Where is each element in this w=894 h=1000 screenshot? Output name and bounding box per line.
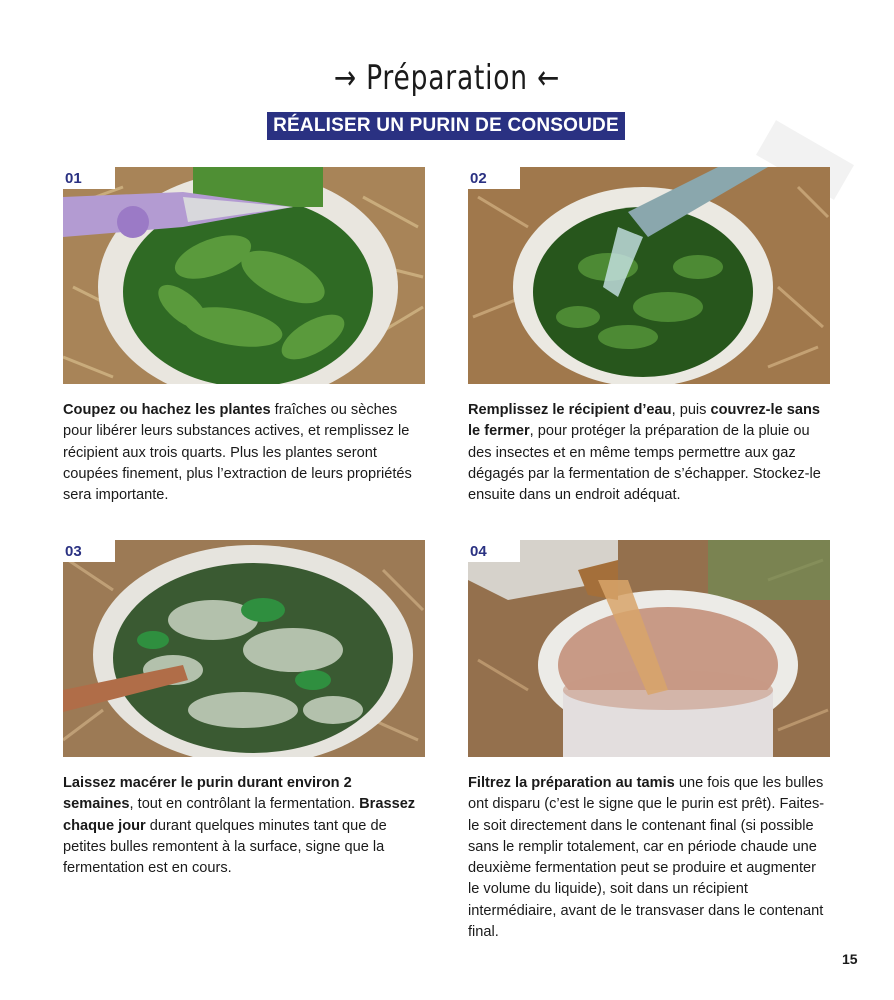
- step-photo-03: [63, 540, 425, 757]
- step-text-03-part-1: Laissez macérer le purin durant environ 2 semaines: [63, 775, 352, 813]
- step-text-04-part-2: une fois que les bulles ont disparu (c’est le signe que le purin est prêt). Faites-le soit directement dans le contenant final (si possible sans le remplir totalement, car en période chaude une deuxième fermentation peut se produire et augmenter le volume du liquide), soit dans un récipient intermédiaire, avant de le transvaser dans le contenant final.: [468, 775, 825, 941]
- step-text-02-part-4: , pour protéger la préparation de la pluie ou des insectes et en même temps permettre aux gaz dégagés par la fermentation de s’échapper. Stockez-le ensuite dans un endroit adéquat.: [468, 423, 821, 504]
- page-title: → Préparation ←: [333, 58, 561, 98]
- step-text-02: [468, 400, 830, 506]
- step-text-01: [63, 400, 425, 506]
- step-text-01-part-2: fraîches ou sèches pour libérer leurs substances actives, et remplissez le récipient aux trois quarts. Plus les plantes seront coupées finement, plus l’extraction de leurs propriétés sera importante.: [63, 402, 412, 504]
- step-text-03-part-2: , tout en contrôlant la fermentation.: [129, 796, 360, 813]
- step-text-03-part-3: Brassez chaque jour: [63, 796, 416, 834]
- step-photo-04: [468, 540, 830, 757]
- photo-filling-water: [468, 167, 830, 384]
- step-text-01-part-1: Coupez ou hachez les plantes: [63, 402, 271, 418]
- step-badge-02: 02: [468, 167, 520, 189]
- step-photo-01: [63, 167, 425, 384]
- step-text-02-part-1: Remplissez le récipient d’eau: [468, 402, 672, 418]
- section-banner: RÉALISER UN PURIN DE CONSOUDE: [267, 112, 625, 140]
- photo-filtering-sieve: [468, 540, 830, 757]
- step-text-04-part-1: Filtrez la préparation au tamis: [468, 775, 675, 791]
- page-title-wrap: [0, 58, 894, 98]
- page-number: 15: [842, 951, 858, 967]
- photo-cutting-leaves: [63, 167, 425, 384]
- step-badge-03: 03: [63, 540, 115, 562]
- step-badge-04: 04: [468, 540, 520, 562]
- step-text-04: [468, 773, 830, 943]
- step-badge-01: 01: [63, 167, 115, 189]
- step-photo-02: [468, 167, 830, 384]
- step-text-03-part-4: durant quelques minutes tant que de petites bulles remontent à la surface, signe que la fermentation est en cours.: [63, 817, 387, 877]
- step-text-02-part-3: couvrez-le sans le fermer: [468, 402, 821, 440]
- step-text-02-part-2: , puis: [671, 402, 711, 418]
- step-text-03: [63, 773, 425, 879]
- photo-stirring-mixture: [63, 540, 425, 757]
